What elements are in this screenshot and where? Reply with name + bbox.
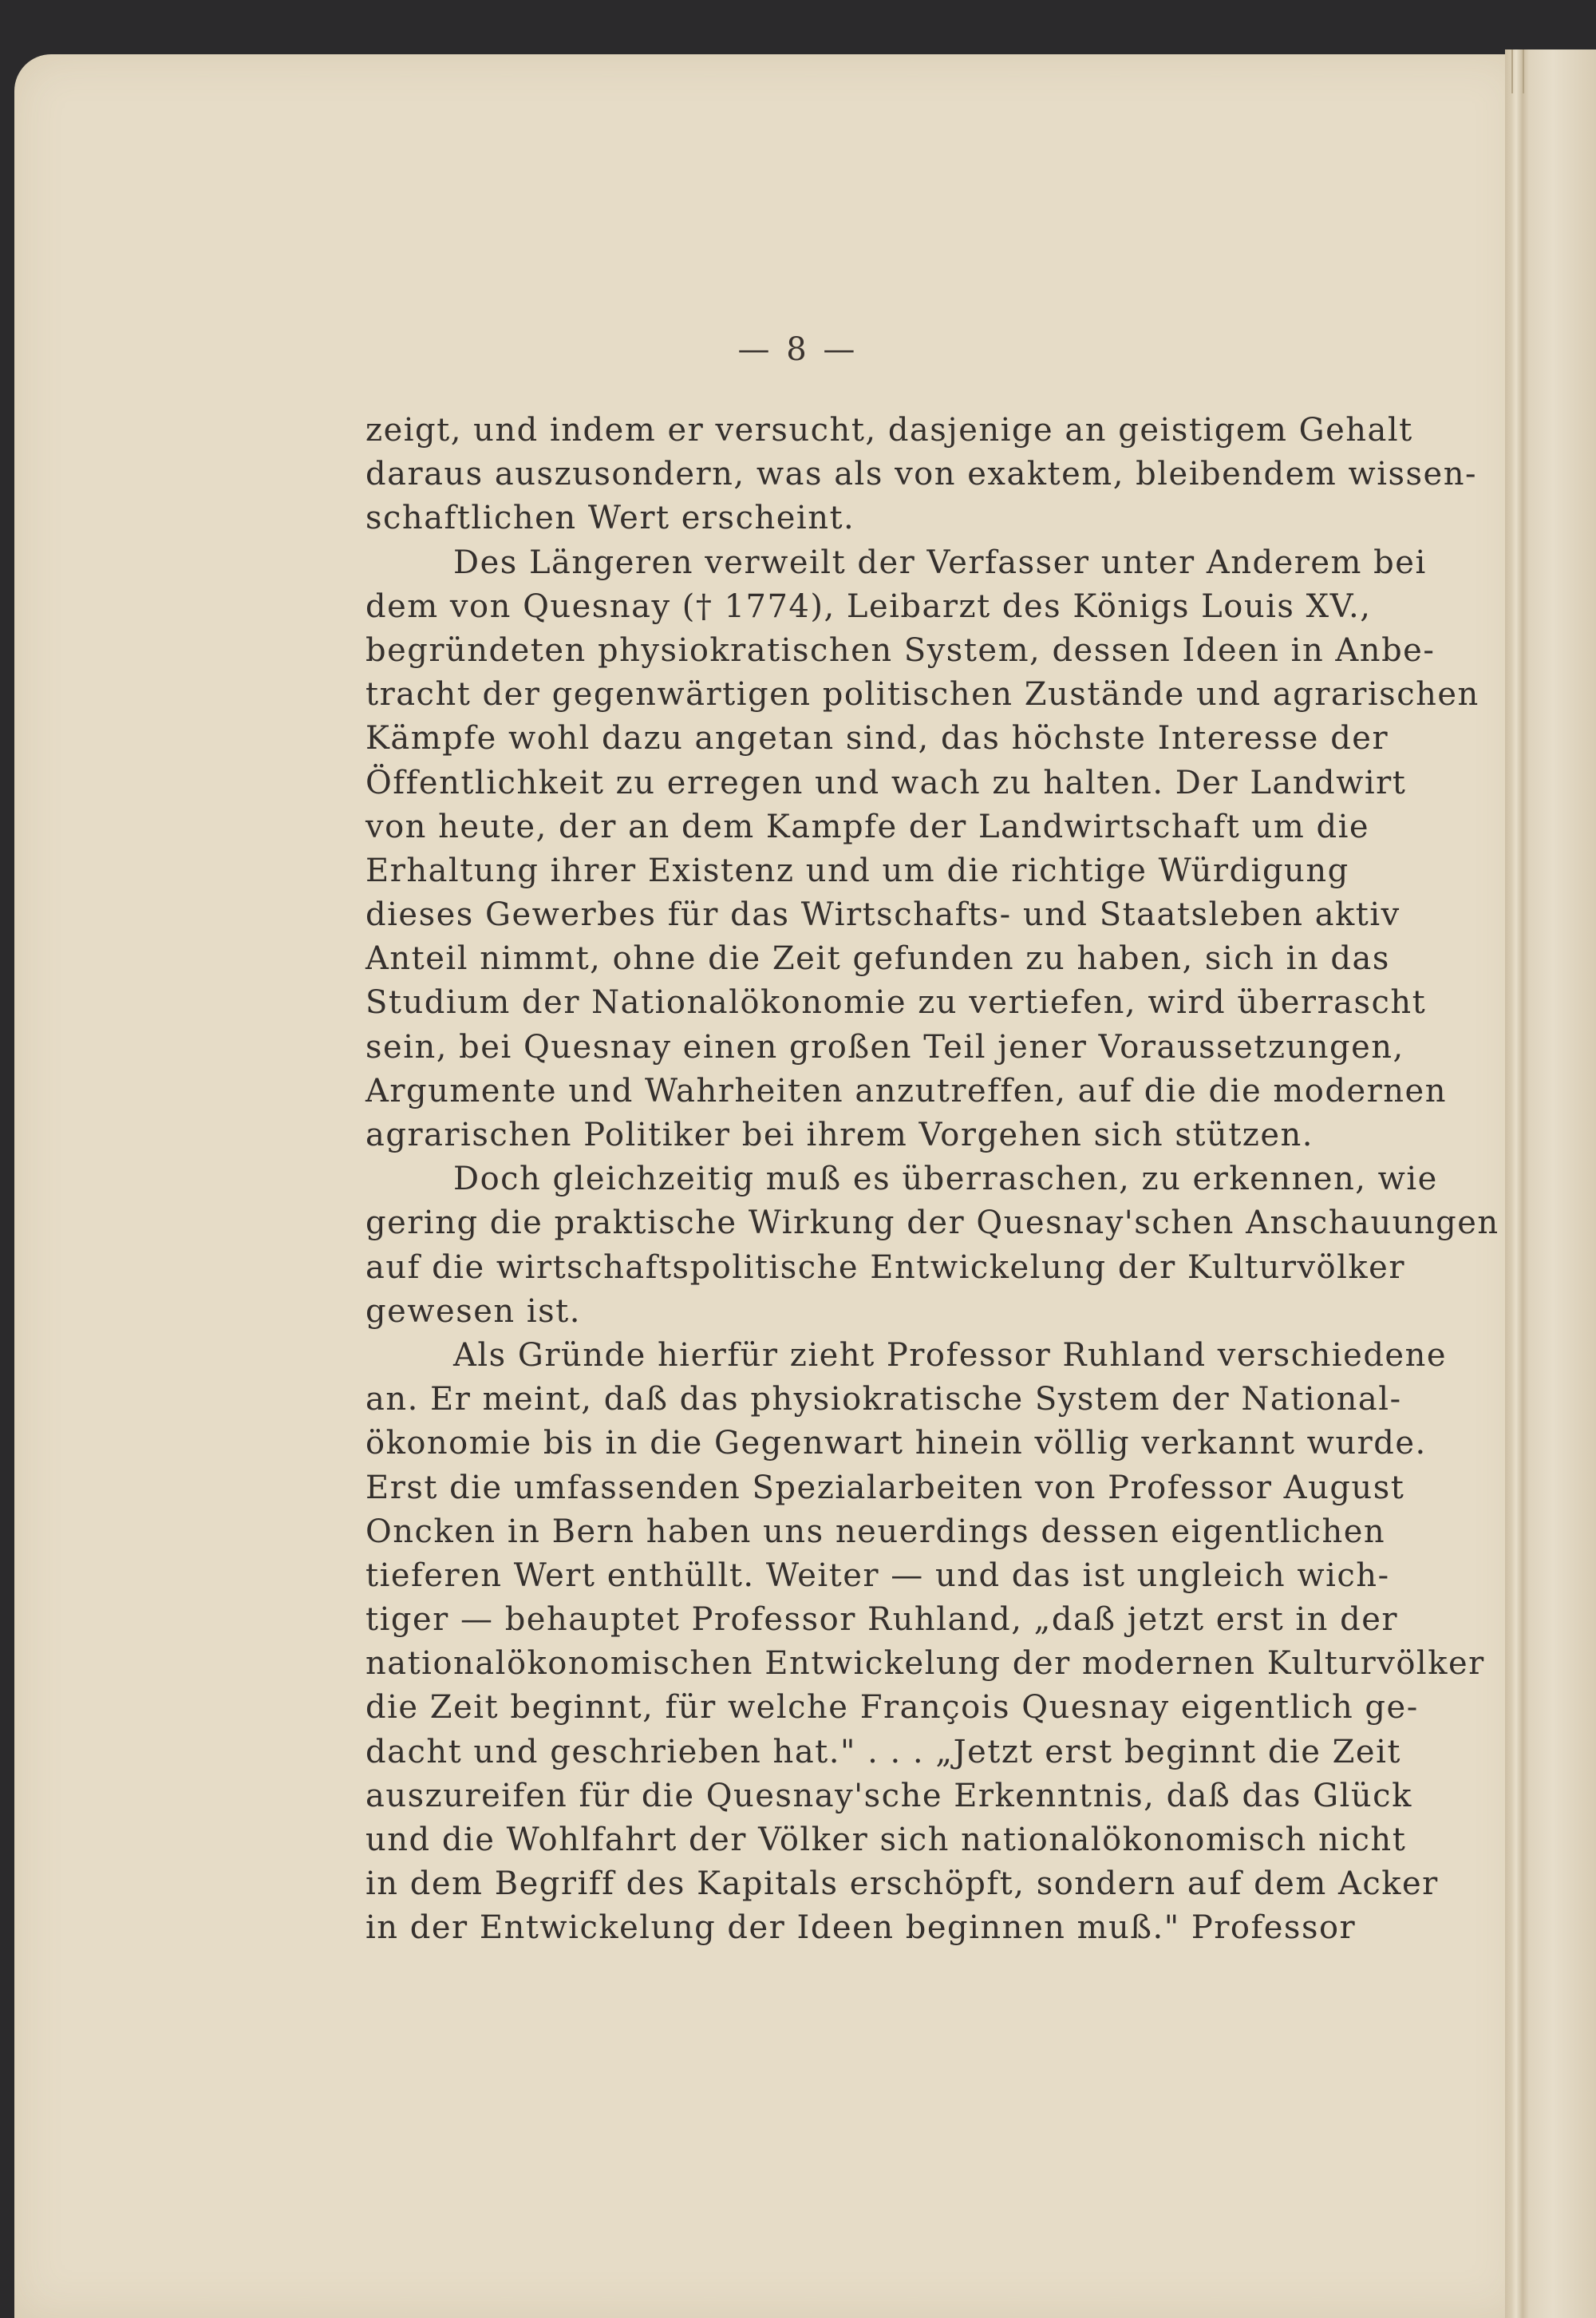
text-line: Kämpfe wohl dazu angetan sind, das höchste Interesse der [365, 720, 1389, 758]
page-edge [1505, 49, 1596, 2318]
page-edge-line [1523, 49, 1524, 93]
text-line: sein, bei Quesnay einen großen Teil jener Voraussetzungen, [365, 1028, 1404, 1066]
text-line: dieses Gewerbes für das Wirtschafts- und Staatsleben aktiv [365, 896, 1400, 934]
text-line: auf die wirtschaftspolitische Entwickelung der Kulturvölker [365, 1248, 1405, 1286]
text-line: agrarischen Politiker bei ihrem Vorgehen sich stützen. [365, 1117, 1314, 1153]
text-line: Erhaltung ihrer Existenz und um die richtige Würdigung [365, 852, 1349, 889]
text-line: gering die praktische Wirkung der Quesnay'schen Anschauungen [365, 1204, 1499, 1242]
text-line: gewesen ist. [365, 1292, 581, 1330]
text-line: dem von Quesnay († 1774), Leibarzt des Königs Louis XV., [365, 587, 1372, 625]
text-line: und die Wohlfahrt der Völker sich nationalökonomisch nicht [365, 1822, 1407, 1858]
text-line: die Zeit beginnt, für welche François Quesnay eigentlich ge- [365, 1689, 1419, 1727]
text-line: Erst die umfassenden Spezialarbeiten von Professor August [365, 1469, 1405, 1506]
text-line: dacht und geschrieben hat." . . . „Jetzt erst beginnt die Zeit [365, 1733, 1401, 1770]
page-number: — 8 — [737, 331, 859, 368]
text-line: ökonomie bis in die Gegenwart hinein völlig verkannt wurde. [365, 1425, 1427, 1462]
text-line: tiger — behauptet Professor Ruhland, „daß jetzt erst in der [365, 1601, 1399, 1639]
text-line: Als Gründe hierfür zieht Professor Ruhland verschiedene [453, 1336, 1448, 1374]
text-line: Des Längeren verweilt der Verfasser unter Anderem bei [453, 544, 1427, 581]
text-line: tracht der gegenwärtigen politischen Zustände und agrarischen [365, 676, 1479, 714]
text-line: auszureifen für die Quesnay'sche Erkenntnis, daß das Glück [365, 1777, 1412, 1814]
text-line: Öffentlichkeit zu erregen und wach zu halten. Der Landwirt [365, 764, 1407, 801]
text-line: Anteil nimmt, ohne die Zeit gefunden zu haben, sich in das [365, 940, 1390, 978]
text-line: in dem Begriff des Kapitals erschöpft, sondern auf dem Acker [365, 1865, 1439, 1903]
text-line: tieferen Wert enthüllt. Weiter — und das ist ungleich wich- [365, 1557, 1390, 1594]
page-edge-line [1511, 49, 1513, 93]
text-line: Argumente und Wahrheiten anzutreffen, auf die die modernen [365, 1072, 1447, 1110]
text-line: nationalökonomischen Entwickelung der modernen Kulturvölker [365, 1645, 1485, 1683]
text-line: daraus auszusondern, was als von exaktem, bleibendem wissen- [365, 456, 1478, 493]
text-line: in der Entwickelung der Ideen beginnen muß." Professor [365, 1909, 1357, 1947]
text-line: Oncken in Bern haben uns neuerdings dessen eigentlichen [365, 1513, 1386, 1550]
text-line: begründeten physiokratischen System, dessen Ideen in Anbe- [365, 631, 1436, 669]
text-line: an. Er meint, daß das physiokratische System der National- [365, 1381, 1402, 1418]
text-line: Studium der Nationalökonomie zu vertiefen, wird überrascht [365, 984, 1427, 1022]
text-line: von heute, der an dem Kampfe der Landwirtschaft um die [365, 808, 1370, 845]
text-line: Doch gleichzeitig muß es überraschen, zu erkennen, wie [453, 1161, 1438, 1198]
body-text [365, 409, 1499, 1951]
text-line: schaftlichen Wert erscheint. [365, 500, 855, 537]
text-line: zeigt, und indem er versucht, dasjenige an geistigem Gehalt [365, 412, 1413, 449]
